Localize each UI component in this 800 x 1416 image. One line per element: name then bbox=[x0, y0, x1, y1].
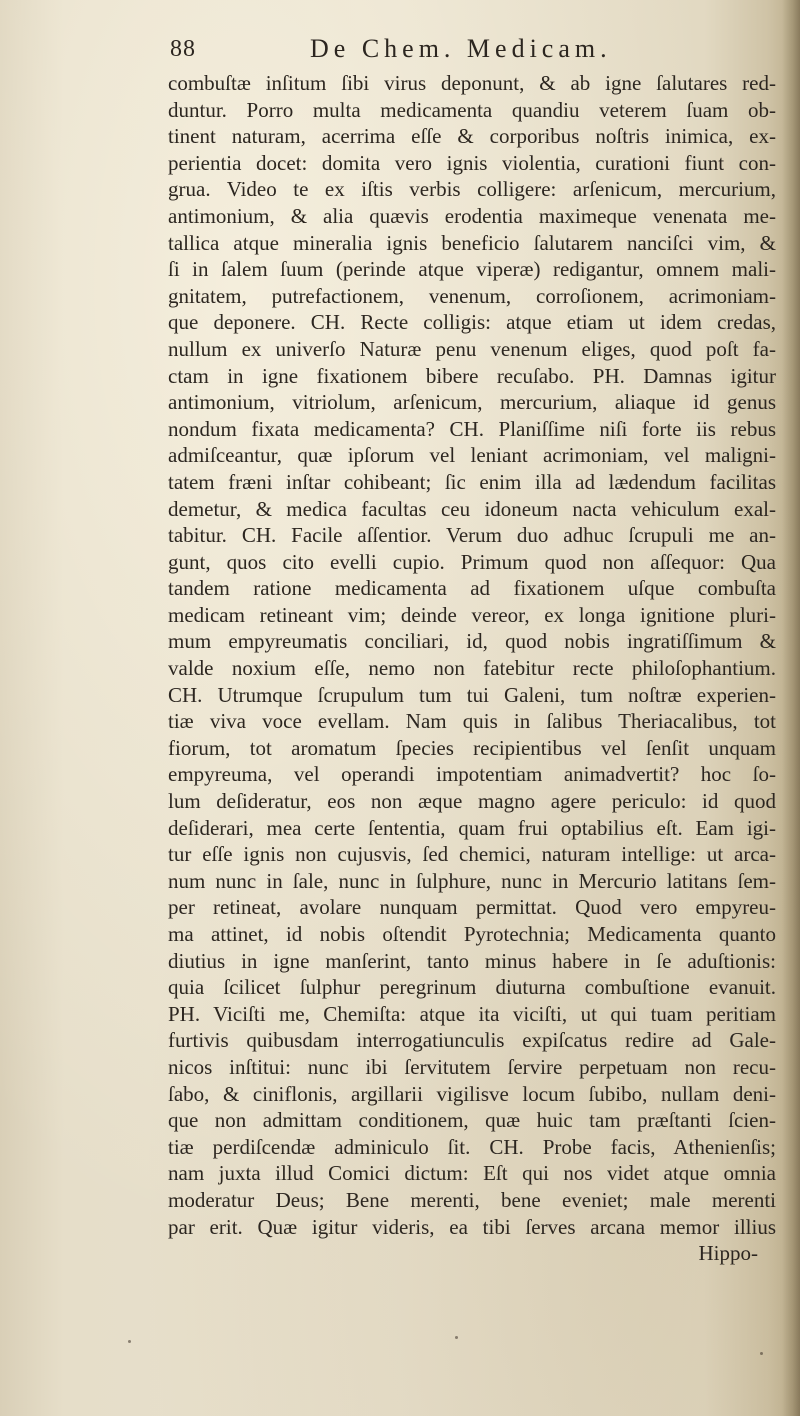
text-line: tabitur. CH. Facile aſſentior. Verum duo adhuc ſcrupuli me an- bbox=[168, 523, 776, 548]
text-line: duntur. Porro multa medicamenta quandiu veterem ſuam ob- bbox=[168, 97, 776, 122]
text-line: gnitatem, putrefactionem, venenum, corroſionem, acrimoniam- bbox=[168, 283, 776, 308]
text-line: nam juxta illud Comici dictum: Eſt qui nos videt atque omnia bbox=[168, 1161, 776, 1186]
text-line: num nunc in ſale, nunc in ſulphure, nunc in Mercurio latitans ſem- bbox=[168, 868, 776, 893]
text-line: antimonium, & alia quævis erodentia maximeque venenata me- bbox=[168, 203, 776, 228]
text-line: per retineat, avolare nunquam permittat. Quod vero empyreu- bbox=[168, 895, 776, 920]
text-line: fiorum, tot aromatum ſpecies recipientibus vel ſenſit unquam bbox=[168, 735, 776, 760]
text-line: quia ſcilicet ſulphur peregrinum diuturna combuſtione evanuit. bbox=[168, 975, 776, 1000]
text-line: antimonium, vitriolum, arſenicum, mercurium, aliaque id genus bbox=[168, 390, 776, 415]
text-line: demetur, & medica facultas ceu idoneum nacta vehiculum exal- bbox=[168, 496, 776, 521]
text-line: tatem fræni inſtar cohibeant; ſic enim illa ad lædendum facilitas bbox=[168, 469, 776, 494]
text-line: ſi in ſalem ſuum (perinde atque viperæ) redigantur, omnem mali- bbox=[168, 257, 776, 282]
text-line: que deponere. CH. Recte colligis: atque etiam ut idem credas, bbox=[168, 310, 776, 335]
text-line: ſabo, & ciniflonis, argillarii vigilisve locum ſubibo, nullam deni- bbox=[168, 1081, 776, 1106]
text-line: mum empyreumatis conciliari, id, quod nobis ingratiſſimum & bbox=[168, 629, 776, 654]
text-line: ma attinet, id nobis oſtendit Pyrotechnia; Medicamenta quanto bbox=[168, 922, 776, 946]
text-line: tiæ perdiſcendæ adminiculo ſit. CH. Probe facis, Athenienſis; bbox=[168, 1134, 776, 1159]
text-line: par erit. Quæ igitur videris, ea tibi ſerves arcana memor illius bbox=[168, 1214, 776, 1239]
text-line: nullum ex univerſo Naturæ penu venenum eliges, quod poſt fa- bbox=[168, 336, 776, 361]
text-line: PH. Viciſti me, Chemiſta: atque ita viciſti, ut qui tuam peritiam bbox=[168, 1001, 776, 1026]
page-number: 88 bbox=[170, 36, 196, 62]
text-line: gunt, quos cito evelli cupio. Primum quod non aſſequor: Qua bbox=[168, 549, 776, 574]
text-line: ctam in igne fixationem bibere recuſabo. PH. Damnas igitur bbox=[168, 363, 776, 388]
text-line: nondum fixata medicamenta? CH. Planiſſime niſi forte iis rebus bbox=[168, 416, 776, 441]
text-line: admiſceantur, quæ ipſorum vel leniant acrimoniam, vel maligni- bbox=[168, 443, 776, 468]
catchword: Hippo- bbox=[698, 1241, 758, 1266]
text-line: lum deſideratur, eos non æque magno agere periculo: id quod bbox=[168, 789, 776, 814]
text-line: que non admittam conditionem, quæ huic tam præſtanti ſcien- bbox=[168, 1108, 776, 1133]
text-line: tallica atque mineralia ignis beneficio ſalutarem nanciſci vim, & bbox=[168, 230, 776, 255]
text-line: medicam retineant vim; deinde vereor, ex longa ignitione pluri- bbox=[168, 602, 776, 627]
text-line: nicos inſtitui: nunc ibi ſervitutem ſervire perpetuam non recu- bbox=[168, 1054, 776, 1079]
text-line: tandem ratione medicamenta ad fixationem uſque combuſta bbox=[168, 576, 776, 601]
text-line: CH. Utrumque ſcrupulum tum tui Galeni, tum noſtræ experien- bbox=[168, 682, 776, 707]
text-line: tinent naturam, acerrima eſſe & corporibus noſtris inimica, ex- bbox=[168, 124, 776, 149]
text-line: tiæ viva voce evellam. Nam quis in ſalibus Theriacalibus, tot bbox=[168, 709, 776, 734]
text-line: diutius in igne manſerint, tanto minus habere in ſe aduſtionis: bbox=[168, 948, 776, 973]
text-line: moderatur Deus; Bene merenti, bene eveniet; male merenti bbox=[168, 1187, 776, 1212]
text-line: grua. Video te ex iſtis verbis colligere: arſenicum, mercurium, bbox=[168, 177, 776, 202]
text-line: valde noxium eſſe, nemo non fatebitur recte philoſophantium. bbox=[168, 656, 776, 681]
text-line: tur eſſe ignis non cujusvis, ſed chemici, naturam intellige: ut arca- bbox=[168, 842, 776, 867]
text-line: combuſtæ inſitum ſibi virus deponunt, & ab igne ſalutares red- bbox=[168, 71, 776, 95]
page-edge-shadow bbox=[782, 0, 800, 1416]
text-line: empyreuma, vel operandi impotentiam animadvertit? hoc ſo- bbox=[168, 762, 776, 787]
running-head: De Chem. Medicam. bbox=[310, 34, 612, 63]
body-text bbox=[168, 70, 776, 1267]
text-line: deſiderari, mea certe ſententia, quam frui optabilius eſt. Eam igi- bbox=[168, 815, 776, 840]
text-line: furtivis quibusdam interrogatiunculis expiſcatus redire ad Gale- bbox=[168, 1028, 776, 1053]
text-line: perientia docet: domita vero ignis violentia, curationi fiunt con- bbox=[168, 150, 776, 175]
